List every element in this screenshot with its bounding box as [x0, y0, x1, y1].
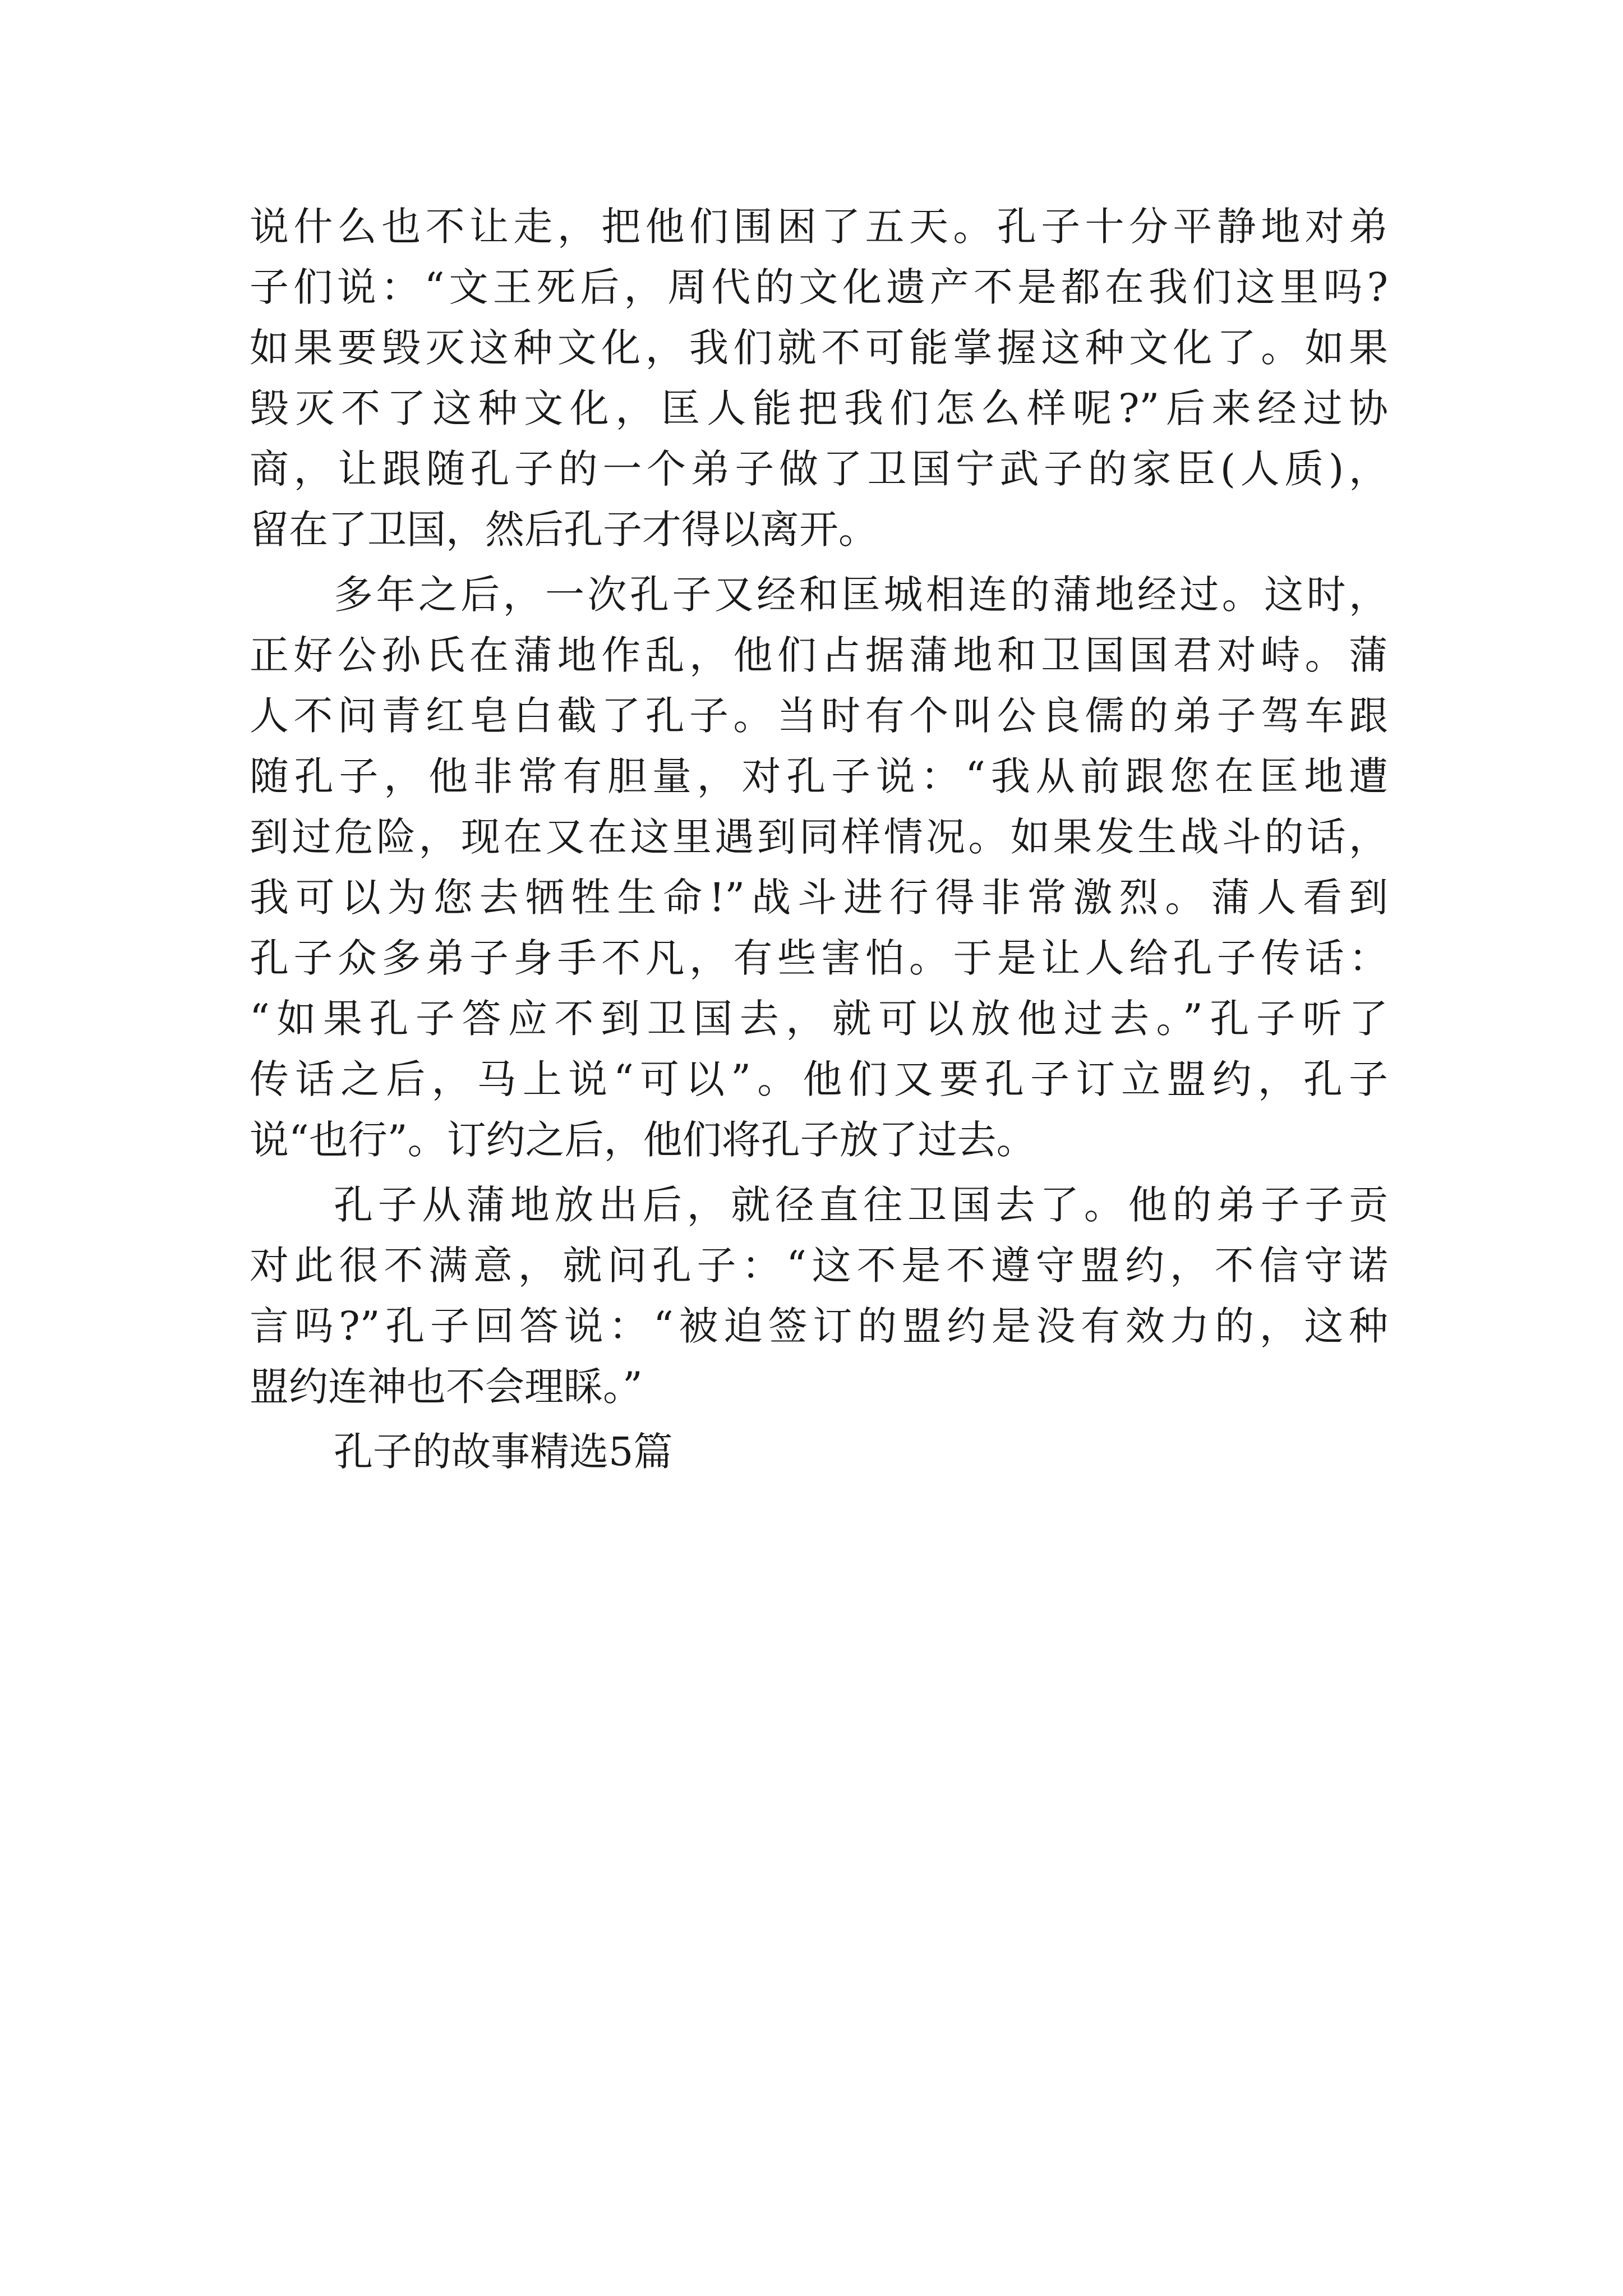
- text-line: 留在了卫国，然后孔子才得以离开。: [250, 507, 878, 553]
- text-line: 我可以为您去牺牲生命!”战斗进行得非常激烈。蒲人看到: [250, 875, 1388, 921]
- text-line: 毁灭不了这种文化，匡人能把我们怎么样呢?”后来经过协: [250, 385, 1388, 431]
- text-line: 传话之后，马上说“可以”。他们又要孔子订立盟约，孔子: [250, 1056, 1388, 1102]
- closing-heading: 孔子的故事精选5篇: [334, 1429, 673, 1475]
- text-line: 如果要毁灭这种文化，我们就不可能掌握这种文化了。如果: [250, 325, 1388, 371]
- closing-heading-paragraph: [250, 1421, 1388, 1482]
- text-line: 人不问青红皂白截了孔子。当时有个叫公良儒的弟子驾车跟: [250, 693, 1388, 739]
- text-line: 到过危险，现在又在这里遇到同样情况。如果发生战斗的话，: [250, 814, 1388, 860]
- text-line: 言吗?”孔子回答说：“被迫签订的盟约是没有效力的，这种: [250, 1303, 1388, 1349]
- text-line: 随孔子，他非常有胆量，对孔子说：“我从前跟您在匡地遭: [250, 753, 1388, 799]
- text-line: 子们说：“文王死后，周代的文化遗产不是都在我们这里吗?: [250, 264, 1388, 310]
- text-line: 正好公孙氏在蒲地作乱，他们占据蒲地和卫国国君对峙。蒲: [250, 632, 1388, 678]
- paragraph-3: [250, 1175, 1388, 1417]
- text-line: 孔子众多弟子身手不凡，有些害怕。于是让人给孔子传话：: [250, 935, 1388, 981]
- text-line: 孔子从蒲地放出后，就径直往卫国去了。他的弟子子贡: [334, 1182, 1388, 1228]
- text-line: “如果孔子答应不到卫国去，就可以放他过去。”孔子听了: [250, 996, 1388, 1042]
- text-line: 对此很不满意，就问孔子：“这不是不遵守盟约，不信守诺: [250, 1243, 1388, 1289]
- paragraph-2: [250, 564, 1388, 1170]
- text-line: 盟约连神也不会理睬。”: [250, 1364, 643, 1410]
- text-line: 商，让跟随孔子的一个弟子做了卫国宁武子的家臣(人质)，: [250, 446, 1388, 492]
- text-line: 说什么也不让走，把他们围困了五天。孔子十分平静地对弟: [250, 204, 1388, 250]
- document-body: [250, 196, 1388, 1482]
- text-line: 多年之后，一次孔子又经和匡城相连的蒲地经过。这时，: [334, 572, 1388, 618]
- text-line: 说“也行”。订约之后，他们将孔子放了过去。: [250, 1117, 1036, 1163]
- paragraph-1: [250, 196, 1388, 560]
